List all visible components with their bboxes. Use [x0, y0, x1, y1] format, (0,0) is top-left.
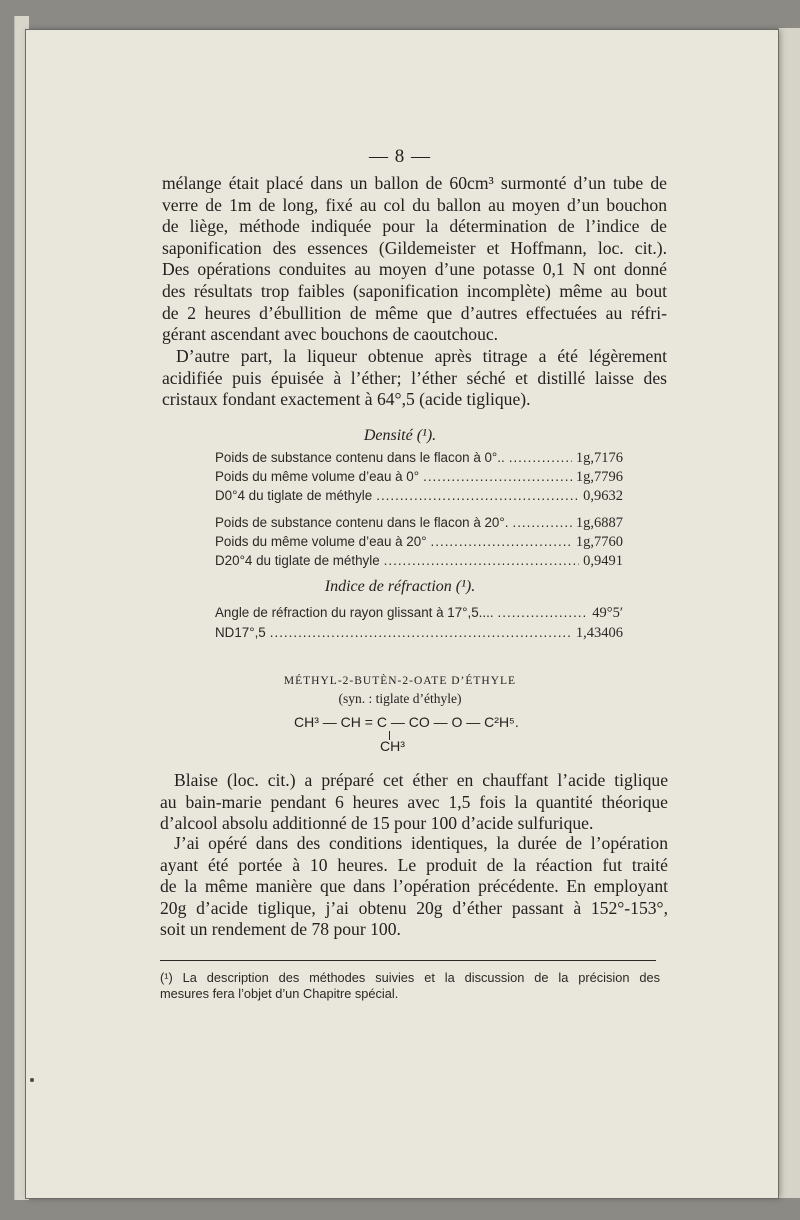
text-line: de liège, méthode indiquée pour la détermination de l’indice de: [162, 216, 667, 237]
row-label: Poids de substance contenu dans le flacon à 0°..: [215, 450, 505, 465]
paragraph-acidification: [162, 346, 667, 411]
row-value: 1g,6887: [575, 515, 623, 531]
text-line: cristaux fondant exactement à 64°,5 (acide tiglique).: [162, 389, 531, 410]
footnote-line: mesures fera l’objet d’un Chapitre spécial.: [160, 986, 399, 1001]
text-line: saponification des essences (Gildemeister et Hoffmann, loc. cit.).: [162, 237, 667, 258]
densite-row: [215, 553, 623, 570]
footnote-rule: [160, 960, 656, 961]
next-page-edge: [778, 28, 800, 1198]
indice-row: [215, 625, 623, 642]
densite-row: [215, 450, 623, 467]
compound-title: MÉTHYL-2-BUTÈN-2-OATE D’ÉTHYLE: [283, 675, 517, 687]
text-line: des résultats trop faibles (saponification incomplète) même au bout: [162, 280, 667, 301]
text-line: soit un rendement de 78 pour 100.: [160, 919, 401, 940]
densite-row: [215, 515, 623, 532]
row-label: Poids du même volume d’eau à 20°: [215, 534, 427, 549]
text-line: D’autre part, la liqueur obtenue après titrage a été légèrement: [176, 346, 667, 366]
paragraph-saponification: [162, 173, 667, 346]
row-label: Poids de substance contenu dans le flacon à 20°.: [215, 515, 509, 530]
row-value: 1g,7760: [575, 534, 623, 550]
row-value: 1,43406: [575, 625, 623, 641]
indice-heading: Indice de réfraction (¹).: [324, 578, 476, 595]
scan-speck: [30, 1078, 34, 1082]
row-value: 49°5′: [592, 605, 623, 621]
row-label: Angle de réfraction du rayon glissant à 17°,5....: [215, 605, 494, 620]
row-value: 1g,7796: [575, 469, 623, 485]
leader-dots: [431, 534, 572, 549]
row-label: ND17°,5: [215, 625, 266, 640]
text-line: de la même manière que dans l’opération précédente. En employant: [160, 876, 668, 897]
text-line: Des opérations conduites au moyen d’une potasse 0,1 N ont donné: [162, 259, 667, 280]
densite-row: [215, 534, 623, 551]
text-line: verre de 1m de long, fixé au col du ballon au moyen d’un bouchon: [162, 194, 667, 215]
text-line: Blaise (loc. cit.) a préparé cet éther en chauffant l’acide tiglique: [174, 770, 668, 790]
text-line: ayant été portée à 10 heures. Le produit de la réaction fut traité: [160, 854, 668, 875]
row-value: 1g,7176: [575, 450, 623, 466]
text-line: acidifiée puis épuisée à l’éther; l’éther séché et distillé laisse des: [162, 367, 667, 388]
leader-dots: [384, 553, 579, 568]
compound-synonym: (syn. : tiglate d’éthyle): [338, 691, 462, 706]
text-line: d’alcool absolu additionné de 15 pour 100 d’acide sulfurique.: [160, 813, 594, 834]
text-line: gérant ascendant avec bouchons de caoutchouc.: [162, 324, 499, 345]
text-line: au bain-marie pendant 6 heures avec 1,5 fois la quantité théorique: [160, 791, 668, 812]
text-line: mélange était placé dans un ballon de 60cm³ surmonté d’un tube de: [162, 173, 667, 193]
leader-dots: [423, 469, 572, 484]
paragraph-blaise: [160, 770, 668, 835]
paragraph-experiment: [160, 833, 668, 941]
leader-dots: [509, 450, 572, 465]
leader-dots: [376, 488, 579, 503]
text-line: 20g d’acide tiglique, j’ai obtenu 20g d’éther passant à 152°-153°,: [160, 897, 668, 918]
page-number: — 8 —: [369, 146, 431, 167]
leader-dots: [512, 515, 571, 530]
structural-formula: CH³ — CH = C — CO — O — C²H⁵.: [294, 714, 519, 730]
densite-row: [215, 469, 623, 486]
text-line: de 2 heures d’ébullition de même que d’autres effectuées au réfri-: [162, 302, 667, 323]
densite-row: [215, 488, 623, 505]
leader-dots: [270, 625, 572, 640]
row-value: 0,9632: [583, 488, 623, 504]
footnote: [160, 970, 660, 1002]
text-line: J’ai opéré dans des conditions identiques, la durée de l’opération: [174, 833, 668, 853]
footnote-line: (¹) La description des méthodes suivies et la discussion de la précision des: [160, 970, 660, 985]
row-label: D0°4 du tiglate de méthyle: [215, 488, 373, 503]
indice-row: [215, 605, 623, 622]
row-value: 0,9491: [583, 553, 623, 569]
row-label: Poids du même volume d’eau à 0°: [215, 469, 420, 484]
leader-dots: [498, 605, 589, 620]
densite-heading: Densité (¹).: [363, 427, 437, 444]
formula-branch: CH³: [380, 738, 405, 754]
row-label: D20°4 du tiglate de méthyle: [215, 553, 380, 568]
